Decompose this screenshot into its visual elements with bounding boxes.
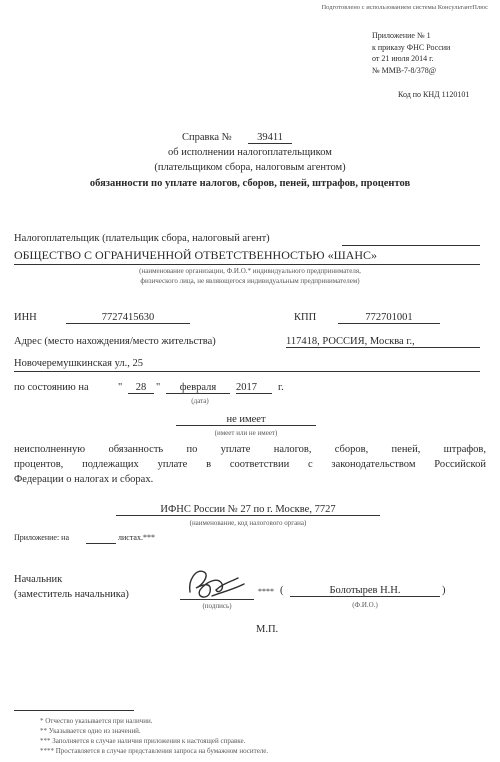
- form-code: Код по КНД 1120101: [398, 90, 470, 99]
- appendix-line: к приказу ФНС России: [372, 42, 451, 52]
- status-caption: (имеет или не имеет): [214, 429, 278, 437]
- date-close-quote: ": [156, 382, 161, 393]
- title-line-2: (плательщиком сбора, налоговым агентом): [154, 162, 346, 173]
- body-line-2: процентов, подлежащих уплате в соответствии с законодательством Российской: [14, 459, 486, 470]
- inn-label: ИНН: [14, 312, 37, 323]
- name-paren-close: ): [442, 585, 446, 596]
- date-year-suffix: г.: [278, 382, 284, 393]
- appendix-line: от 21 июля 2014 г.: [372, 54, 434, 63]
- date-label: по состоянию на: [14, 382, 89, 393]
- address-line-2: [14, 371, 480, 372]
- footnotes: [40, 716, 268, 756]
- address-label: Адрес (место нахождения/место жительства): [14, 336, 216, 347]
- signer-role-1: Начальник: [14, 574, 63, 585]
- taxpayer-name: ОБЩЕСТВО С ОГРАНИЧЕННОЙ ОТВЕТСТВЕННОСТЬЮ «ШАНС»: [14, 248, 378, 262]
- address-value-2: Новочеремушкинская ул., 25: [14, 358, 143, 369]
- appendix-line: № ММВ-7-8/378@: [372, 65, 437, 75]
- taxpayer-label: Налогоплательщик (плательщик сбора, налоговый агент): [14, 233, 270, 244]
- appendix-line: Приложение № 1: [372, 31, 431, 40]
- status-value: не имеет: [176, 414, 316, 426]
- attachment-blank: [86, 543, 116, 544]
- footnote-item: * Отчество указывается при наличии.: [40, 717, 153, 725]
- footnote-item: ** Указывается одно из значений.: [40, 727, 141, 735]
- date-open-quote: ": [118, 382, 123, 393]
- body-line-3: Федерации о налогах и сборах.: [14, 474, 154, 485]
- date-year: 2017: [236, 382, 272, 394]
- top-note: Подготовлено с использованием системы КонсультантПлюс: [321, 4, 488, 11]
- stamp-place: М.П.: [256, 624, 279, 635]
- date-day: 28: [128, 382, 154, 394]
- date-month: февраля: [166, 382, 230, 394]
- kpp-label: КПП: [294, 312, 317, 323]
- certificate-label: Справка №: [182, 132, 232, 143]
- date-caption: (дата): [191, 397, 209, 405]
- title-line-3: обязанности по уплате налогов, сборов, пеней, штрафов, процентов: [89, 178, 411, 189]
- taxpayer-label-line: [342, 245, 480, 246]
- signer-role-2: (заместитель начальника): [14, 589, 129, 600]
- appendix-block: [372, 30, 450, 76]
- attachment-label: Приложение: на: [14, 533, 69, 542]
- certificate-number: 39411: [248, 132, 292, 144]
- footnote-item: *** Заполняется в случае наличия приложения к настоящей справке.: [40, 737, 246, 745]
- taxpayer-caption-2: физического лица, не являющегося индивидуальным предпринимателем): [140, 277, 360, 285]
- taxpayer-caption-1: (наименование организации, Ф.И.О.* индивидуального предпринимателя,: [139, 267, 361, 275]
- taxpayer-name-line: [14, 264, 480, 265]
- signature-line: [180, 599, 254, 600]
- footnote-divider: [14, 710, 134, 711]
- address-value-1: 117418, РОССИЯ, Москва г.,: [286, 336, 480, 348]
- attachment-suffix: листах.***: [118, 533, 155, 542]
- name-caption: (Ф.И.О.): [352, 601, 378, 609]
- name-paren-open: (: [280, 585, 284, 596]
- handwritten-signature: [182, 562, 248, 604]
- footnote-item: **** Проставляется в случае представления запроса на бумажном носителе.: [40, 747, 269, 755]
- authority-value: ИФНС России № 27 по г. Москве, 7727: [116, 504, 380, 516]
- signature-caption: (подпись): [202, 602, 232, 610]
- authority-caption: (наименование, код налогового органа): [189, 519, 307, 527]
- title-line-1: об исполнении налогоплательщиком: [168, 147, 332, 158]
- signer-name: Болотырев Н.Н.: [290, 585, 440, 597]
- inn-value: 7727415630: [66, 312, 190, 324]
- kpp-value: 772701001: [338, 312, 440, 324]
- signature-asterisks: ****: [258, 587, 274, 596]
- body-line-1: неисполненную обязанность по уплате налогов, сборов, пеней, штрафов,: [14, 444, 486, 455]
